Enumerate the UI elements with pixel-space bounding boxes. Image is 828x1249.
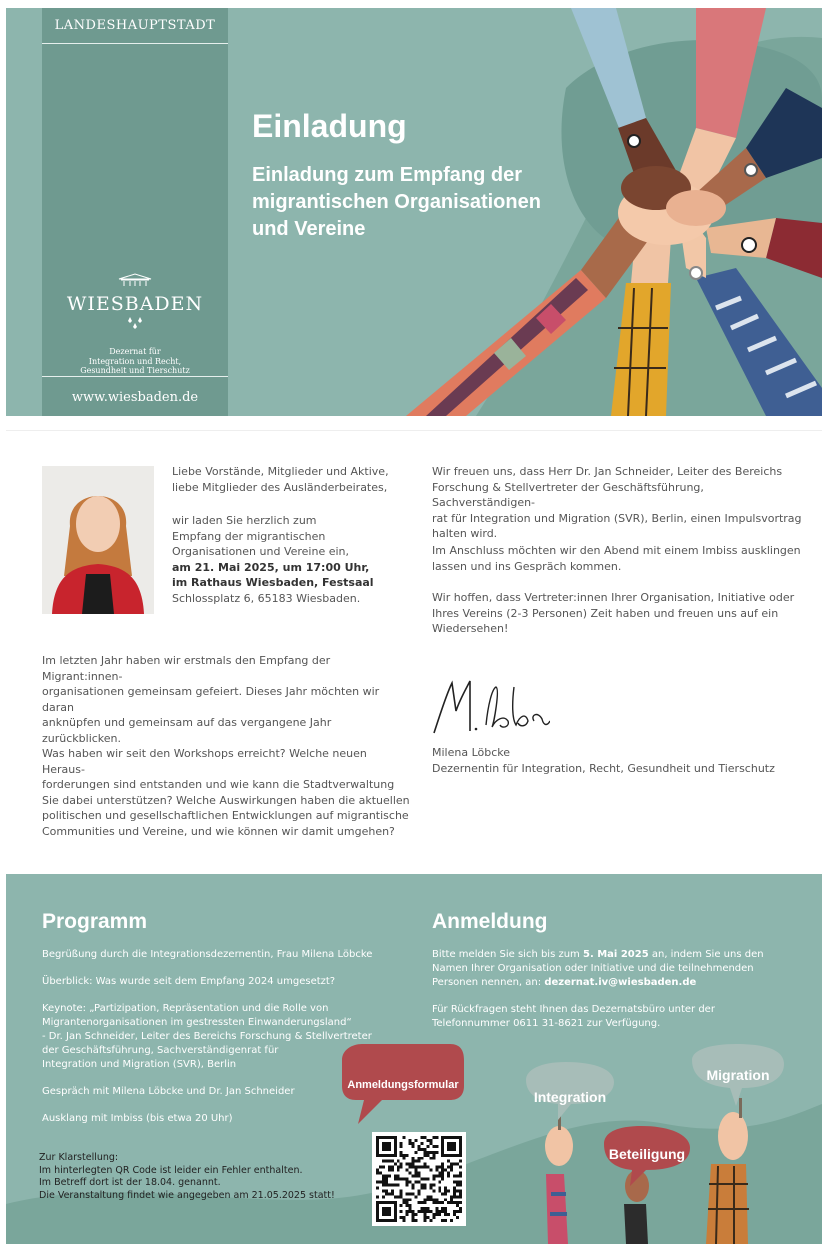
registration-text: Bitte melden Sie sich bis zum 5. Mai 2025 an, indem Sie uns den Namen Ihrer Organisation oder Initiative und die teilnehmenden Personen nennen, an: dezernat.iv@wiesbaden.de Für Rückfragen steht Ihnen das Dezernatsbüro unter der Telefonnummer 0611 31-8621 zur Verfügung. [432, 948, 802, 1031]
program-item: Ausklang mit Imbiss (bis etwa 20 Uhr) [42, 1113, 233, 1124]
website-link[interactable]: www.wiesbaden.de [71, 390, 199, 405]
program-panel [6, 874, 822, 1244]
signer-block [432, 745, 775, 776]
program-item: Gespräch mit Milena Löbcke und Dr. Jan Schneider [42, 1086, 295, 1097]
program-heading: Programm [42, 910, 148, 933]
registration-form-label[interactable]: Anmeldungsformular [347, 1079, 459, 1091]
event-address: Schlossplatz 6, 65183 Wiesbaden. [172, 591, 361, 605]
paragraph-right-1: Wir freuen uns, dass Herr Dr. Jan Schneider, Leiter des Bereichs Forschung & Stellvertreter der Geschäftsführung, Sachverständigen- rat für Integration und Migration (SVR), Berlin, einen Impulsvortrag halten wird. [432, 465, 802, 540]
program-item: Begrüßung durch die Integrationsdezernentin, Frau Milena Löbcke [42, 949, 373, 960]
registration-heading: Anmeldung [432, 910, 548, 933]
signer-name: Milena Löbcke [432, 746, 511, 759]
registration-deadline: 5. Mai 2025 [582, 949, 649, 960]
signer-title: Dezernentin für Integration, Recht, Gesundheit und Tierschutz [432, 761, 775, 775]
correction-note: Zur Klarstellung: Im hinterlegten QR Code ist leider ein Fehler enthalten. Im Betreff dort ist der 18.04. genannt. Die Veranstaltung findet wie angegeben am 21.05.2025 statt! [39, 1152, 335, 1201]
paragraph-right-2: Im Anschluss möchten wir den Abend mit einem Imbiss ausklingen lassen und ins Gespräch kommen. [432, 544, 801, 573]
invitation-text: wir laden Sie herzlich zum Empfang der migrantischen Organisationen und Vereine ein, am 21. Mai 2025, um 17:00 Uhr, im Rathaus Wiesbaden, Festsaal Schlossplatz 6, 65183 Wiesbaden. [172, 514, 374, 605]
signature [430, 675, 550, 739]
cover-title: Einladung [252, 108, 407, 144]
contact-text: Für Rückfragen steht Ihnen das Dezernatsbüro unter der Telefonnummer 0611 31-8621 zur Verfügung. [432, 1004, 715, 1029]
portrait-photo [42, 466, 154, 614]
event-place: im Rathaus Wiesbaden, Festsaal [172, 576, 374, 589]
program-item-keynote: Keynote: „Partizipation, Repräsentation und die Rolle von Migrantenorganisationen im gestressten Einwanderungsland“ - Dr. Jan Schneider, Leiter des Bereichs Forschung & Stellvertreter der Geschäftsführung, Sachverständigenrat für Integration und Migration (SVR), Berlin [42, 1003, 372, 1070]
qr-code-icon [376, 1136, 462, 1222]
paragraph-right-3: Wir hoffen, dass Vertreter:innen Ihrer Organisation, Initiative oder Ihres Vereins (2-3 Personen) Zeit haben und freuen uns auf ein Wiedersehen! [432, 591, 795, 635]
band-title: LANDESHAUPTSTADT [54, 18, 216, 33]
bubble-migration: Migration [706, 1067, 770, 1083]
letter-panel [6, 430, 822, 872]
paragraph-left: Im letzten Jahr haben wir erstmals den Empfang der Migrant:innen- organisationen gemeinsam gefeiert. Dieses Jahr möchten wir daran anknüpfen und gemeinsam auf das vergangene Jahr zurückblicken. Was haben wir seit den Workshops erreicht? Welche neuen Heraus- forderungen sind entstanden und wie kann die Stadtverwaltung Sie dabei unterstützen? Welche Auswirkungen haben die aktuellen politischen und gesellschaftlichen Entwicklungen auf migrantische Communities und Vereine, und wie können wir damit umgehen? [42, 654, 410, 838]
cover-panel [6, 8, 822, 416]
registration-qr-code[interactable] [372, 1132, 466, 1226]
cover-subtitle: Einladung zum Empfang der migrantischen Organisationen und Vereine [252, 164, 541, 240]
bubble-participation: Beteiligung [608, 1146, 686, 1162]
event-date: am 21. Mai 2025, um 17:00 Uhr, [172, 560, 370, 574]
registration-email-link[interactable]: dezernat.iv@wiesbaden.de [544, 977, 697, 988]
salutation: Liebe Vorstände, Mitglieder und Aktive, liebe Mitglieder des Ausländerbeirates, [172, 465, 389, 494]
department-name: Dezernat für Integration und Recht, Gesundheit und Tierschutz [80, 347, 190, 375]
bubble-integration: Integration [533, 1089, 607, 1105]
striped-sleeve [696, 268, 822, 416]
city-name: WIESBADEN [66, 293, 204, 315]
program-item: Überblick: Was wurde seit dem Empfang 2024 umgesetzt? [42, 976, 336, 987]
program-list [42, 948, 422, 1126]
rainbow-sleeve [406, 270, 606, 416]
